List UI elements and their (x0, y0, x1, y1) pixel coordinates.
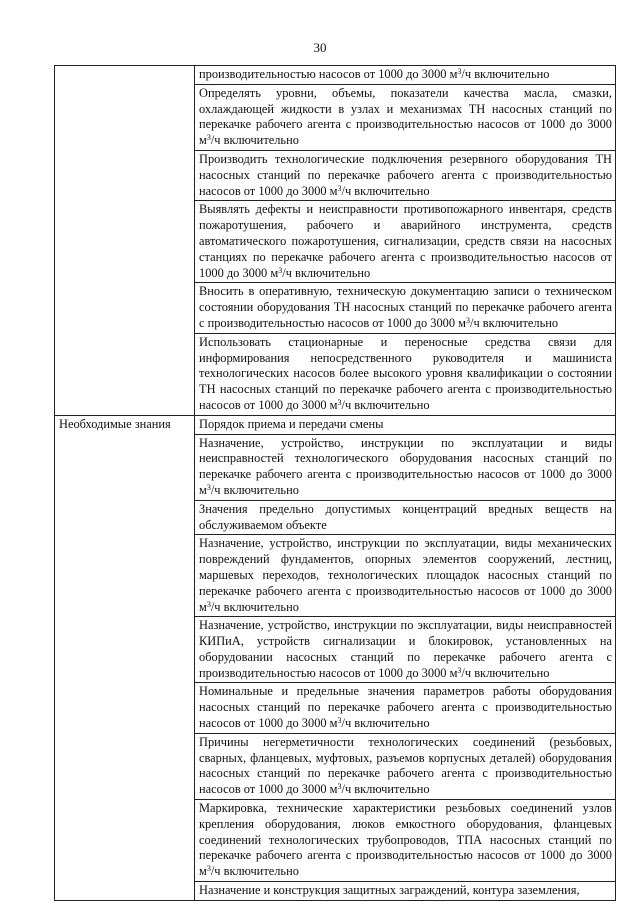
superscript-3: 3 (206, 599, 211, 609)
table-row (55, 66, 616, 85)
superscript-3: 3 (206, 133, 211, 143)
skill-item: Вносить в оперативную, техническую документацию записи о техническом состоянии оборудования ТН насосных станций по перекачке рабочего агента с производительностью насосов от 1000 до 3000 $м^3/ч$ включительно (195, 283, 616, 333)
skill-item: Определять уровни, объемы, показатели качества масла, смазки, охлаждающей жидкости в узлах и механизмах ТН насосных станций по перекачке рабочего агента с производительностью насосов от 1000 до 3000 $м^3/ч$ включительно (195, 84, 616, 150)
superscript-3: 3 (206, 482, 211, 492)
superscript-3: 3 (278, 265, 283, 275)
knowledge-item: Назначение, устройство, инструкции по эксплуатации, виды механических повреждений фундаментов, опорных элементов сооружений, лестниц, маршевых переходов, технологических площадок насосных станций по перекачке рабочего агента с производительностью насосов от 1000 до 3000 $м^3/ч$ включительно (195, 535, 616, 617)
section-label: Необходимые знания (55, 415, 195, 900)
skill-item: Выявлять дефекты и неисправности противопожарного инвентаря, средств пожаротушения, рабочего и аварийного инструмента, средств автоматического пожаротушения, сигнализации, средств связи на насосных станциях по перекачке рабочего агента с производительностью насосов от 1000 до 3000 $м^3/ч$ включительно (195, 201, 616, 283)
skill-item: Использовать стационарные и переносные средства связи для информирования непосредственного руководителя и машиниста технологических насосов более высокого уровня квалификации о состоянии ТН насосных станций по перекачке рабочего агента с производительностью насосов от 1000 до 3000 $м^3/ч$ включительно (195, 333, 616, 415)
table-row (55, 415, 616, 434)
superscript-3: 3 (466, 315, 471, 325)
knowledge-item: Назначение и конструкция защитных заграждений, контура заземления, (195, 882, 616, 901)
knowledge-item: Назначение, устройство, инструкции по эксплуатации и виды неисправностей технологического оборудования насосных станций по перекачке рабочего агента с производительностью насосов от 1000 до 3000 $м^3/ч$ включительно (195, 434, 616, 500)
knowledge-item: Значения предельно допустимых концентраций вредных веществ на обслуживаемом объекте (195, 500, 616, 535)
superscript-3: 3 (337, 183, 342, 193)
superscript-3: 3 (457, 67, 462, 76)
knowledge-item: Номинальные и предельные значения параметров работы оборудования насосных станций по перекачке рабочего агента с производительностью насосов от 1000 до 3000 $м^3/ч$ включительно (195, 683, 616, 733)
skill-item: Производить технологические подключения резервного оборудования ТН насосных станций по перекачке рабочего агента с производительностью насосов от 1000 до 3000 $м^3/ч$ включительно (195, 150, 616, 200)
knowledge-item: Маркировка, технические характеристики резьбовых соединений узлов крепления оборудования, люков емкостного оборудования, фланцевых соединений технологических трубопроводов, ТПА насосных станций по перекачке рабочего агента с производительностью насосов от 1000 до 3000 $м^3/ч$ включительно (195, 800, 616, 882)
superscript-3: 3 (337, 782, 342, 792)
knowledge-item: Причины негерметичности технологических соединений (резьбовых, сварных, фланцевых, муфтовых, разъемов корпусных деталей) оборудования насосных станций по перекачке рабочего агента с производительностью насосов от 1000 до 3000 $м^3/ч$ включительно (195, 733, 616, 799)
superscript-3: 3 (337, 716, 342, 726)
superscript-3: 3 (206, 864, 211, 874)
skill-item: производительностью насосов от 1000 до 3000 $м^3/ч$ включительно (195, 66, 616, 85)
superscript-3: 3 (457, 665, 462, 675)
superscript-3: 3 (337, 397, 342, 407)
knowledge-item: Назначение, устройство, инструкции по эксплуатации, виды неисправностей КИПиА, устройств сигнализации и блокировок, установленных на оборудовании насосных станций по перекачке рабочего агента с производительностью насосов от 1000 до 3000 $м^3/ч$ включительно (195, 617, 616, 683)
page-number: 30 (313, 40, 327, 55)
label-cell-empty (55, 66, 195, 416)
standard-table (54, 65, 616, 901)
knowledge-item: Порядок приема и передачи смены (195, 415, 616, 434)
